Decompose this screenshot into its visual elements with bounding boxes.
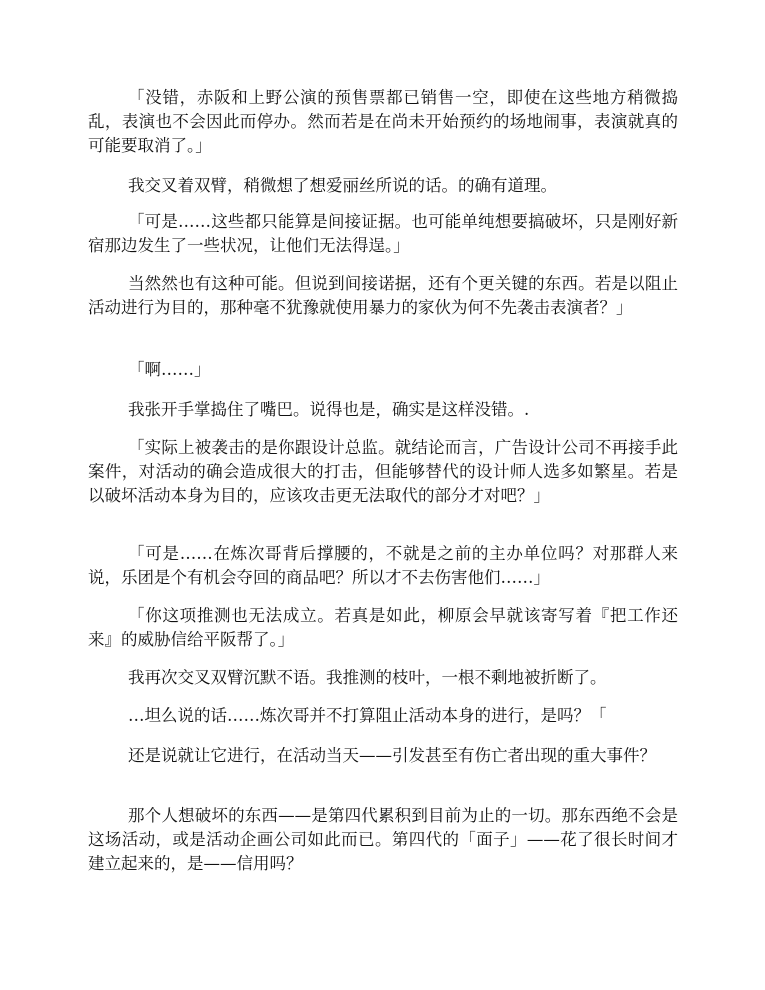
paragraph-12: 还是说就让它进行，在活动当天——引发甚至有伤亡者出现的重大事件？	[128, 746, 656, 765]
paragraph-1: 「没错，赤阪和上野公演的预售票都已销售一空，即使在这些地方稍微捣乱，表演也不会因此而停办。然而若是在尚未开始预约的场地闹事，表演就真的可能要取消了。」	[88, 88, 678, 155]
paragraph-3: 「可是……这些都只能算是间接证据。也可能单纯想要搞破坏，只是刚好新宿那边发生了一些状况，让他们无法得逞。」	[88, 212, 678, 255]
paragraph-4: 当然然也有这种可能。但说到间接诺据，还有个更关键的东西。若是以阻止活动进行为目的，那种毫不犹豫就使用暴力的家伙为何不先袭击表演者？」	[88, 274, 678, 317]
paragraph-7: 「实际上被袭击的是你跟设计总监。就结论而言，广告设计公司不再接手此案件，对活动的确会造成很大的打击，但能够替代的设计师人选多如繁星。若是以破坏活动本身为目的，应该攻击更无法取代的部分才对吧？」	[88, 438, 678, 505]
paragraph-10: 我再次交叉双臂沉默不语。我推测的枝叶，一根不剩地被折断了。	[128, 668, 607, 687]
paragraph-5: 「啊……」	[128, 360, 211, 379]
paragraph-13: 那个人想破坏的东西——是第四代累积到目前为止的一切。那东西绝不会是这场活动，或是活动企画公司如此而已。第四代的「面子」——花了很长时间才建立起来的，是——信用吗？	[88, 806, 678, 873]
paragraph-8: 「可是……在炼次哥背后撑腰的，不就是之前的主办单位吗？对那群人来说，乐团是个有机会夺回的商品吧？所以才不去伤害他们……」	[88, 544, 678, 587]
paragraph-11: …坦么说的话……炼次哥并不打算阻止活动本身的进行，是吗？「	[128, 706, 607, 725]
paragraph-9: 「你这项推测也无法成立。若真是如此，柳原会早就该寄写着『把工作还来』的威胁信给平阪帮了。」	[88, 606, 678, 649]
paragraph-2: 我交叉着双臂，稍微想了想爱丽丝所说的话。的确有道理。	[128, 176, 557, 195]
paragraph-6: 我张开手掌捣住了嘴巴。说得也是，确实是这样没错。.	[128, 400, 530, 419]
